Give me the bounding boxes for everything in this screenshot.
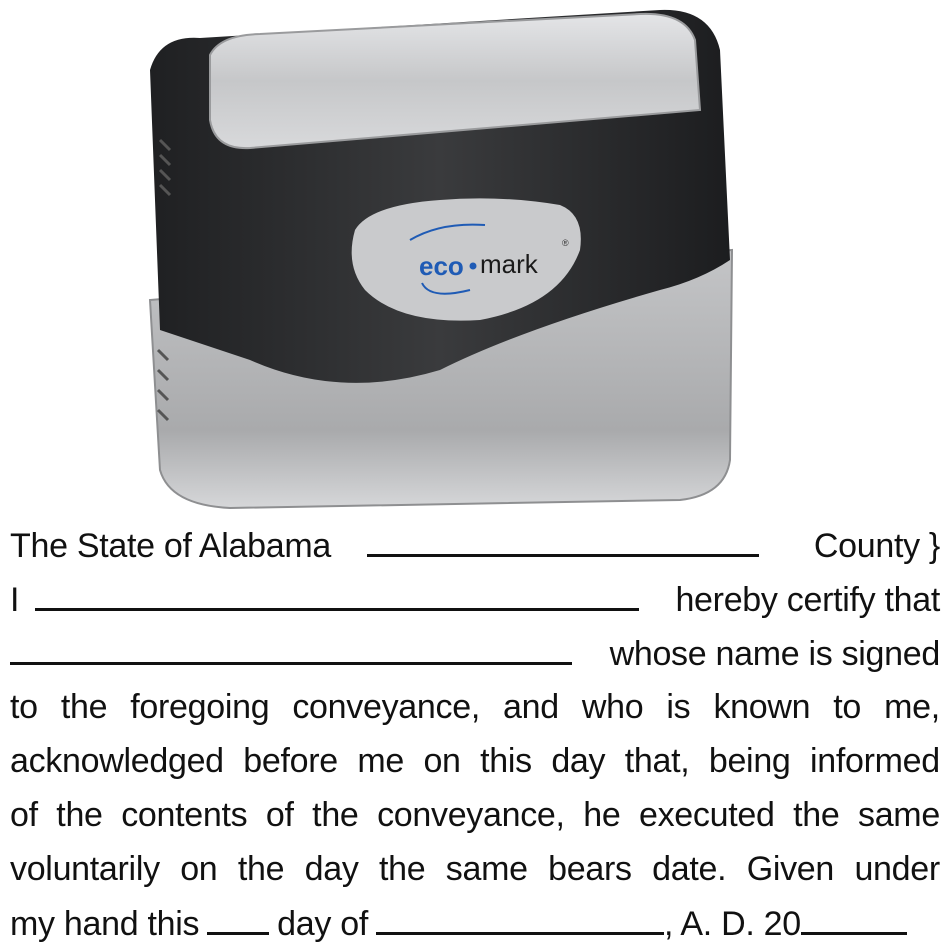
notary-name-blank[interactable]	[35, 572, 639, 611]
doc-line-3	[10, 626, 940, 680]
county-label: County }	[813, 527, 940, 565]
signed-label: whose name is signed	[609, 635, 940, 673]
day-blank[interactable]	[207, 896, 269, 935]
ad-label: , A. D. 20	[664, 905, 801, 943]
doc-line-2	[10, 572, 940, 626]
doc-line-4: to the foregoing conveyance, and who is known to me,	[10, 688, 940, 726]
self-inking-stamp-icon	[140, 0, 740, 520]
stamp-product-image	[140, 0, 740, 520]
certify-label: hereby certify that	[675, 581, 940, 619]
i-label: I	[10, 581, 20, 619]
brand-eco: eco	[419, 251, 464, 281]
brand-mark: mark	[480, 249, 538, 279]
doc-line-1	[10, 518, 940, 572]
doc-line-5: acknowledged before me on this day that, being informed	[10, 742, 940, 780]
year-blank[interactable]	[801, 896, 907, 935]
svg-text:®: ®	[562, 238, 569, 248]
doc-line-8	[10, 896, 940, 950]
doc-line-7: voluntarily on the day the same bears date. Given under	[10, 850, 940, 888]
county-blank[interactable]	[367, 518, 759, 557]
doc-line-6: of the contents of the conveyance, he executed the same	[10, 796, 940, 834]
signer-name-blank[interactable]	[10, 626, 572, 665]
month-blank[interactable]	[376, 896, 664, 935]
state-label: The State of Alabama	[10, 527, 331, 565]
hand-label: my hand this	[10, 905, 200, 943]
day-of-label: day of	[277, 905, 368, 943]
